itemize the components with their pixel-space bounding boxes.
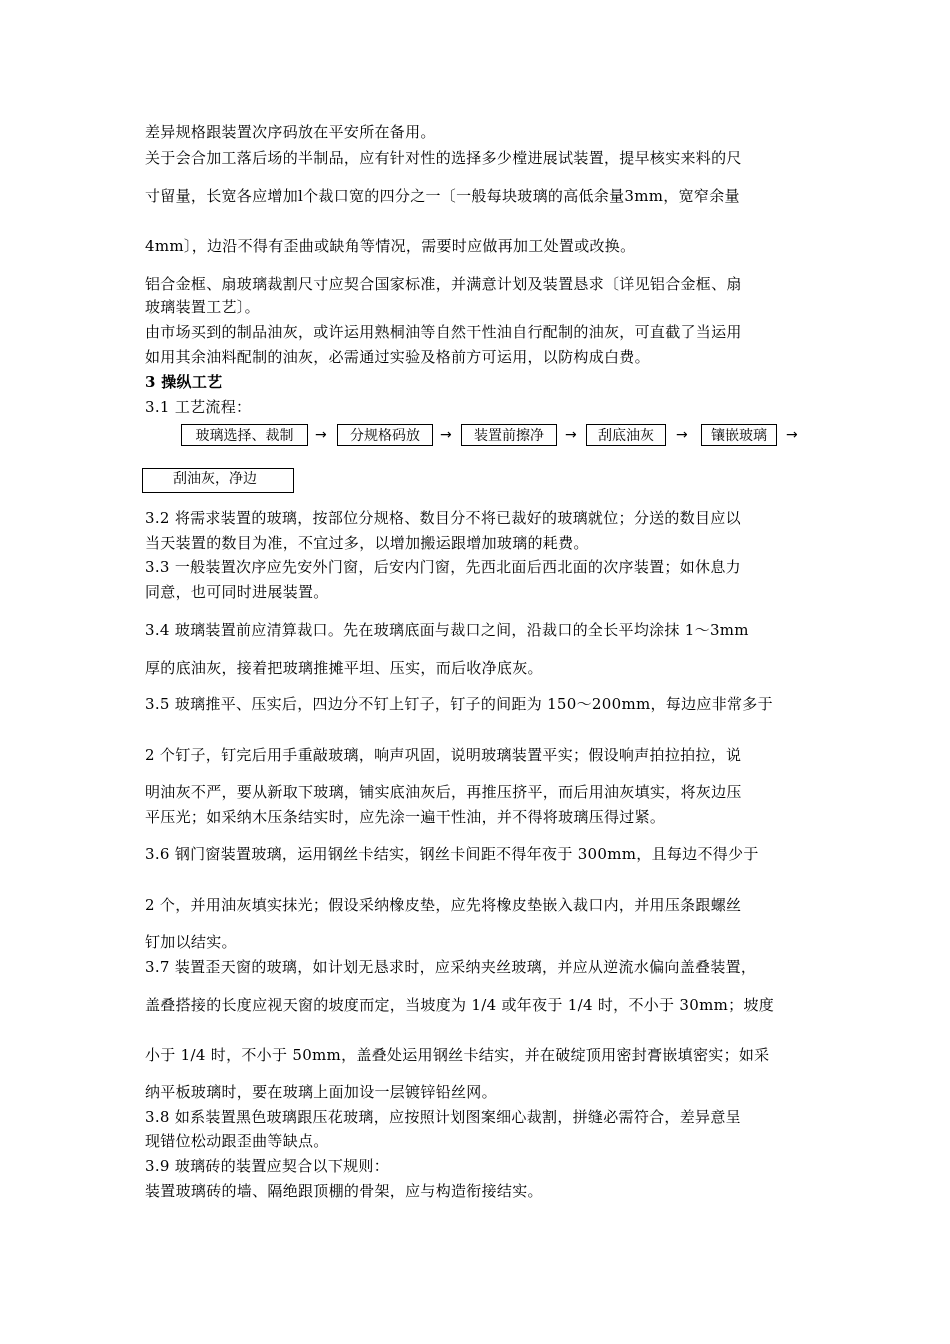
text-line: 平压光；如采纳木压条结实时，应先涂一遍干性油，并不得将玻璃压得过紧。	[145, 808, 666, 826]
text-line: 现错位松动跟歪曲等缺点。	[145, 1132, 329, 1150]
text-line: 由市场买到的制品油灰，或许运用熟桐油等自然干性油自行配制的油灰，可直截了当运用	[145, 323, 742, 341]
text-line: 铝合金框、扇玻璃裁割尺寸应契合国家标准，并满意计划及装置恳求〔详见铝合金框、扇	[145, 275, 742, 293]
text-line: 差异规格跟装置次序码放在平安所在备用。	[145, 123, 436, 141]
arrow-icon: →	[315, 427, 327, 443]
text-line: 2 个，并用油灰填实抹光；假设采纳橡皮垫，应先将橡皮垫嵌入裁口内，并用压条跟螺丝	[145, 896, 742, 914]
flow-step: 玻璃选择、裁制	[181, 424, 308, 446]
flow-step: 分规格码放	[337, 424, 433, 446]
text-line: 3.9 玻璃砖的装置应契合以下规则：	[145, 1157, 390, 1175]
text-line: 3.6 钢门窗装置玻璃，运用钢丝卡结实，钢丝卡间距不得年夜于 300mm，且每边不得少于	[145, 845, 759, 863]
text-line: 纳平板玻璃时，要在玻璃上面加设一层镀锌铅丝网。	[145, 1083, 497, 1101]
text-line: 当天装置的数目为准，不宜过多，以增加搬运跟增加玻璃的耗费。	[145, 534, 589, 552]
text-line: 3.4 玻璃装置前应清算裁口。先在玻璃底面与裁口之间，沿裁口的全长平均涂抹 1～3mm	[145, 621, 749, 639]
text-line: 小于 1/4 时，不小于 50mm，盖叠处运用钢丝卡结实，并在破绽顶用密封膏嵌填密实；如采	[145, 1046, 770, 1064]
section-heading: 3 操纵工艺	[145, 373, 223, 391]
arrow-icon: →	[440, 427, 452, 443]
text-line: 3.5 玻璃推平、压实后，四边分不钉上钉子，钉子的间距为 150～200mm，每边应非常多于	[145, 695, 773, 713]
flow-step: 镶嵌玻璃	[701, 424, 777, 446]
flow-step: 刮底油灰	[586, 424, 666, 446]
text-line: 装置玻璃砖的墙、隔绝跟顶棚的骨架，应与构造衔接结实。	[145, 1182, 543, 1200]
text-line: 关于会合加工落后场的半制品，应有针对性的选择多少樘进展试装置，提早核实来料的尺	[145, 149, 742, 167]
text-line: 明油灰不严，要从新取下玻璃，铺实底油灰后，再推压挤平，而后用油灰填实，将灰边压	[145, 783, 742, 801]
text-line: 3.2 将需求装置的玻璃，按部位分规格、数目分不将已裁好的玻璃就位；分送的数目应以	[145, 509, 741, 527]
text-line: 4mm〕，边沿不得有歪曲或缺角等情况，需要时应做再加工处置或改换。	[145, 237, 636, 255]
flow-step: 刮油灰，净边	[142, 468, 294, 493]
flow-step: 装置前擦净	[461, 424, 557, 446]
text-line: 寸留量，长宽各应增加l个裁口宽的四分之一〔一般每块玻璃的高低余量3mm，宽窄余量	[145, 187, 740, 205]
text-line: 3.8 如系装置黑色玻璃跟压花玻璃，应按照计划图案细心裁割，拼缝必需符合，差异意呈	[145, 1108, 741, 1126]
text-line: 3.7 装置歪天窗的玻璃，如计划无恳求时，应采纳夹丝玻璃，并应从逆流水偏向盖叠装置，	[145, 958, 757, 976]
text-line: 玻璃装置工艺〕。	[145, 298, 260, 316]
text-line: 2 个钉子，钉完后用手重敲玻璃，响声巩固，说明玻璃装置平实；假设响声拍拉拍拉，说	[145, 746, 742, 764]
arrow-icon: →	[676, 427, 688, 443]
arrow-icon: →	[786, 427, 798, 443]
text-line: 钉加以结实。	[145, 933, 237, 951]
text-line: 厚的底油灰，接着把玻璃推摊平坦、压实，而后收净底灰。	[145, 659, 543, 677]
text-line: 如用其余油料配制的油灰，必需通过实验及格前方可运用，以防构成白费。	[145, 348, 650, 366]
text-line: 盖叠搭接的长度应视天窗的坡度而定，当坡度为 1/4 或年夜于 1/4 时，不小于 30mm；坡度	[145, 996, 775, 1014]
text-line: 同意，也可同时进展装置。	[145, 583, 329, 601]
text-line: 3.3 一般装置次序应先安外门窗，后安内门窗，先西北面后西北面的次序装置；如休息力	[145, 558, 741, 576]
text-line: 3.1 工艺流程：	[145, 398, 252, 416]
arrow-icon: →	[565, 427, 577, 443]
